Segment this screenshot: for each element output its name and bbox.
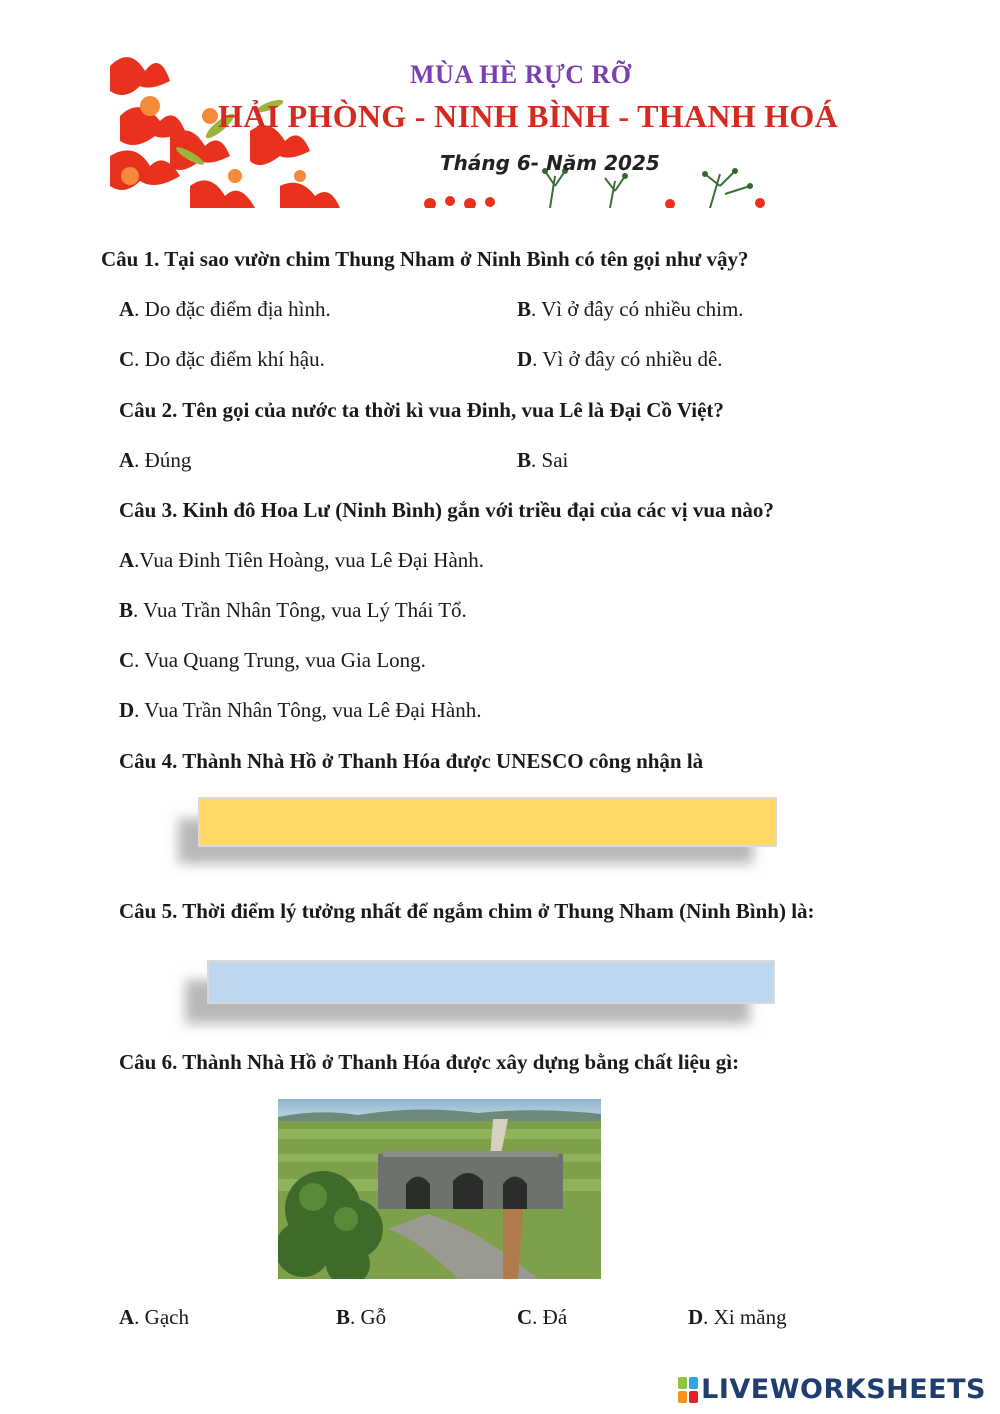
- question-1-option-a[interactable]: [119, 297, 331, 322]
- header-banner: [110, 46, 900, 208]
- option-letter: D: [517, 347, 533, 371]
- option-letter: B: [336, 1305, 351, 1329]
- option-text: . Đúng: [134, 448, 192, 472]
- liveworksheets-logo[interactable]: [678, 1374, 986, 1405]
- option-letter: A: [119, 297, 135, 321]
- banner-date: Tháng 6- Năm 2025: [440, 151, 660, 175]
- question-2-title: Câu 2. Tên gọi của nước ta thời kì vua Đinh, vua Lê là Đại Cồ Việt?: [119, 398, 724, 422]
- question-5-title: Câu 5. Thời điểm lý tưởng nhất để ngắm chim ở Thung Nham (Ninh Bình) là:: [119, 899, 815, 923]
- question-6-title: Câu 6. Thành Nhà Hồ ở Thanh Hóa được xây dựng bằng chất liệu gì:: [119, 1050, 740, 1074]
- question-6-option-b[interactable]: [336, 1305, 386, 1330]
- question-1-option-b[interactable]: [517, 297, 744, 322]
- option-text: . Sai: [531, 448, 569, 472]
- option-text: . Xi măng: [703, 1305, 787, 1329]
- option-letter: B: [517, 448, 532, 472]
- option-text: . Đá: [532, 1305, 568, 1329]
- option-letter: B: [517, 297, 532, 321]
- option-letter: A: [119, 448, 135, 472]
- option-text: . Do đặc điểm khí hậu.: [134, 347, 325, 371]
- option-text: . Vua Trần Nhân Tông, vua Lý Thái Tổ.: [133, 598, 467, 622]
- option-text: . Vua Trần Nhân Tông, vua Lê Đại Hành.: [134, 698, 482, 722]
- question-6-option-c[interactable]: [517, 1305, 567, 1330]
- logo-grid-icon: [678, 1377, 698, 1403]
- option-text: . Vì ở đây có nhiều dê.: [532, 347, 723, 371]
- question-1-option-d[interactable]: [517, 347, 723, 372]
- question-4-answer-input[interactable]: [198, 797, 777, 847]
- option-letter: A: [119, 1305, 135, 1329]
- question-1-option-c[interactable]: [119, 347, 325, 372]
- question-6-option-d[interactable]: [688, 1305, 787, 1330]
- question-3-option-b[interactable]: [119, 598, 467, 623]
- banner-locations: HẢI PHÒNG - NINH BÌNH - THANH HOÁ: [218, 98, 839, 134]
- option-text: . Gỗ: [350, 1305, 387, 1329]
- option-text: . Vì ở đây có nhiều chim.: [531, 297, 744, 321]
- question-3-option-d[interactable]: [119, 698, 482, 723]
- option-letter: C: [517, 1305, 533, 1329]
- banner-title: MÙA HÈ RỰC RỠ: [410, 60, 632, 89]
- question-2-option-b[interactable]: [517, 448, 568, 473]
- question-3-option-a[interactable]: [119, 548, 484, 573]
- option-letter: C: [119, 648, 135, 672]
- option-letter: C: [119, 347, 135, 371]
- option-text: .Vua Đinh Tiên Hoàng, vua Lê Đại Hành.: [134, 548, 485, 572]
- question-6-option-a[interactable]: [119, 1305, 189, 1330]
- question-5-answer-input[interactable]: [207, 960, 775, 1004]
- question-2-option-a[interactable]: [119, 448, 191, 473]
- question-1-title: Câu 1. Tại sao vườn chim Thung Nham ở Ninh Bình có tên gọi như vậy?: [101, 247, 749, 271]
- question-3-option-c[interactable]: [119, 648, 426, 673]
- question-4-title: Câu 4. Thành Nhà Hồ ở Thanh Hóa được UNESCO công nhận là: [119, 749, 704, 773]
- option-letter: A: [119, 548, 135, 572]
- question-3-title: Câu 3. Kinh đô Hoa Lư (Ninh Bình) gắn với triều đại của các vị vua nào?: [119, 498, 774, 522]
- option-letter: D: [119, 698, 135, 722]
- option-letter: D: [688, 1305, 704, 1329]
- option-text: . Gạch: [134, 1305, 189, 1329]
- logo-text: LIVEWORKSHEETS: [701, 1374, 986, 1405]
- option-letter: B: [119, 598, 134, 622]
- option-text: . Vua Quang Trung, vua Gia Long.: [134, 648, 426, 672]
- citadel-photo: [278, 1099, 601, 1279]
- option-text: . Do đặc điểm địa hình.: [134, 297, 331, 321]
